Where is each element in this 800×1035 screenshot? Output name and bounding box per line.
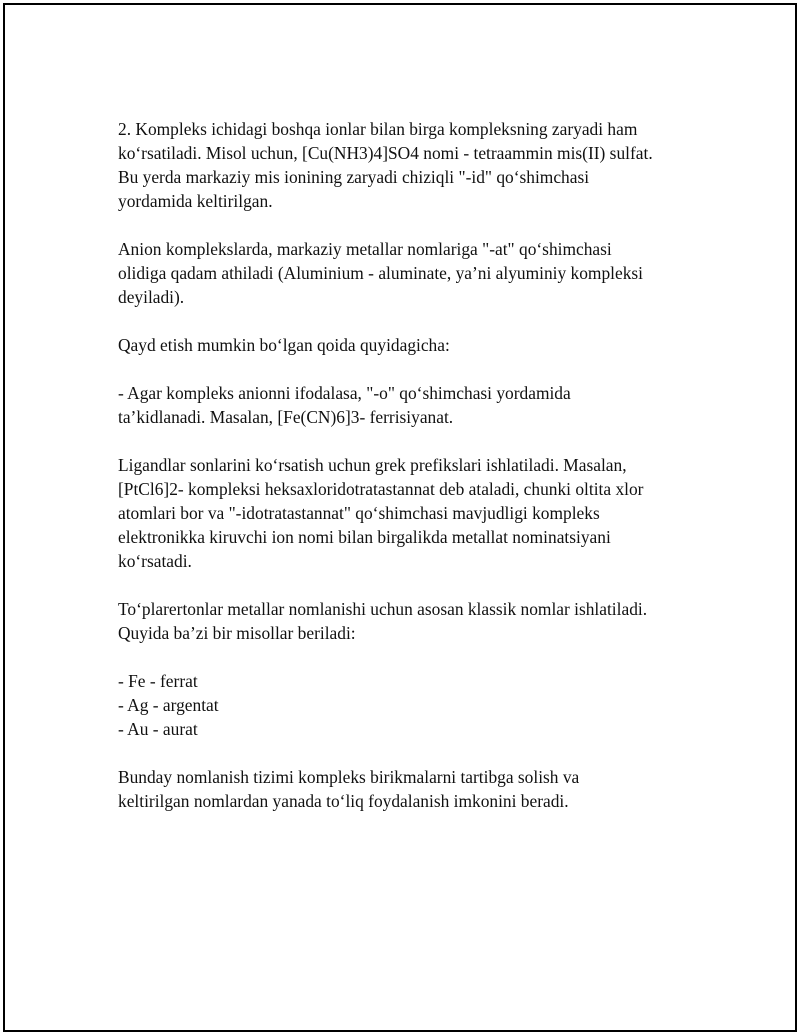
list-item: - Au - aurat [118,719,198,739]
text-line: Anion komplekslarda, markaziy metallar nomlariga "-at" qo‘shimchasi [118,239,612,259]
paragraph-conclusion [118,765,698,813]
list-item: - Fe - ferrat [118,671,198,691]
text-line: keltirilgan nomlardan yanada to‘liq foydalanish imkonini beradi. [118,791,569,811]
text-line: ta’kidlanadi. Masalan, [Fe(CN)6]3- ferrisiyanat. [118,407,454,427]
text-line: atomlari bor va "-idotratastannat" qo‘shimchasi mavjudligi kompleks [118,503,600,523]
paragraph-classic-names [118,597,698,645]
text-line: deyiladi). [118,287,185,307]
text-line: olidiga qadam athiladi (Aluminium - aluminate, ya’ni alyuminiy kompleksi [118,263,643,283]
text-line: To‘plarertonlar metallar nomlanishi uchun asosan klassik nomlar ishlatiladi. [118,599,648,619]
text-line: Qayd etish mumkin bo‘lgan qoida quyidagicha: [118,335,450,355]
text-line: Ligandlar sonlarini ko‘rsatish uchun grek prefikslari ishlatiladi. Masalan, [118,455,627,475]
text-line: Bu yerda markaziy mis ionining zaryadi chiziqli "-id" qo‘shimchasi [118,167,590,187]
text-line: ko‘rsatadi. [118,551,192,571]
text-line: Quyida ba’zi bir misollar beriladi: [118,623,356,643]
paragraph-anion-rule [118,381,698,429]
text-line: Bunday nomlanish tizimi kompleks birikmalarni tartibga solish va [118,767,580,787]
document-body [118,117,698,837]
list-item: - Ag - argentat [118,695,219,715]
paragraph-anion-complexes [118,237,698,309]
paragraph-ligand-prefixes [118,453,698,573]
text-line: [PtCl6]2- kompleksi heksaxloridotratastannat deb ataladi, chunki oltita xlor [118,479,644,499]
text-line: yordamida keltirilgan. [118,191,273,211]
text-line: 2. Kompleks ichidagi boshqa ionlar bilan birga kompleksning zaryadi ham [118,119,638,139]
paragraph-complex-charge [118,117,698,213]
paragraph-rule-intro [118,333,698,357]
text-line: ko‘rsatiladi. Misol uchun, [Cu(NH3)4]SO4 nomi - tetraammin mis(II) sulfat. [118,143,653,163]
example-list [118,669,698,741]
text-line: elektronikka kiruvchi ion nomi bilan birgalikda metallat nominatsiyani [118,527,611,547]
text-line: - Agar kompleks anionni ifodalasa, "-o" qo‘shimchasi yordamida [118,383,571,403]
